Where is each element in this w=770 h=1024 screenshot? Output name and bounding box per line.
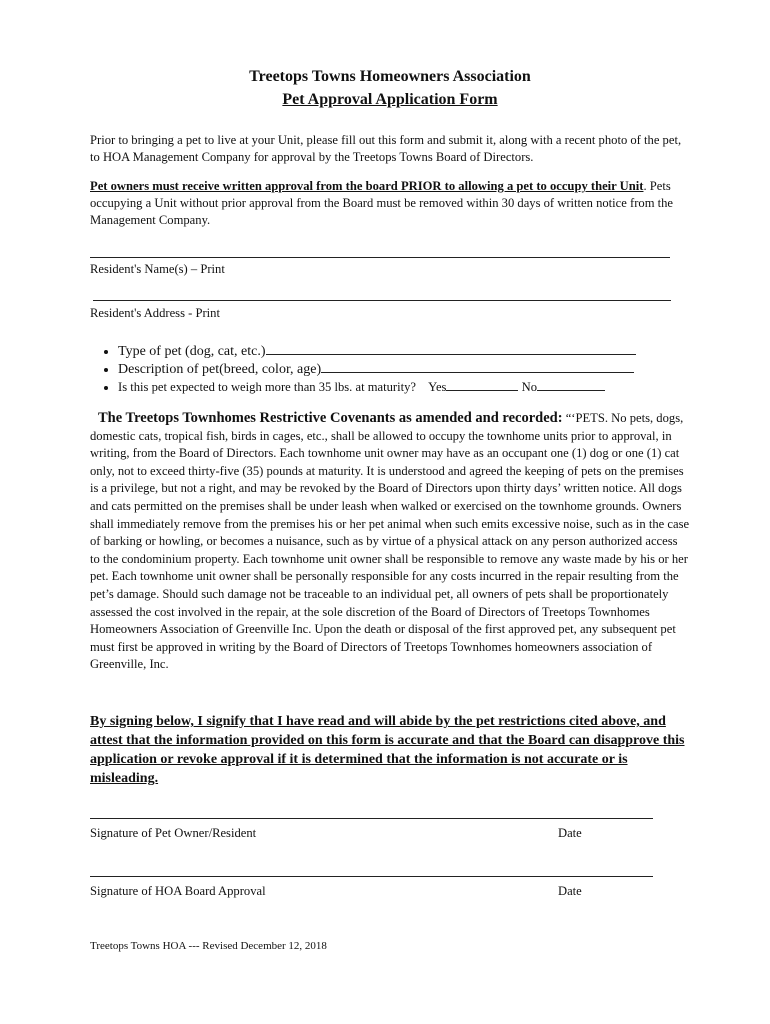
pet-type-line[interactable] (266, 342, 636, 355)
covenant-paragraph (90, 410, 690, 674)
pet-description-label: Description of pet(breed, color, age) (118, 362, 322, 377)
owner-date-label: Date (558, 826, 582, 840)
form-subtitle: Pet Approval Application Form (282, 91, 498, 108)
covenant-body: “‘PETS. No pets, dogs, domestic cats, tropical fish, birds in cages, etc., shall be allowed to occupy the townhome units prior to approval, in writing, from the Board of Directors. Each townhome unit owner may have as an occupant one (1) dog or one (1) cat only, not to exceed thirty-five (35) pounds at maturity. It is understood and agreed the keeping of pets on the premises is a privilege, but not a right, and may be revoked by the Board of Directors upon thirty days’ written notice. All dogs and cats permitted on the premises shall be under leash when walked or exercised on the townhome grounds. Owners shall immediately remove from the premises his or her pet animal when such emits excessive noise, such as in the case of barking or howling, or becomes a nuisance, such as by virtue of a physical attack on any person authorized access to the condominium property. Each townhome unit owner shall be responsible to remove any waste made by his or her pet. Each townhome unit owner shall be personally responsible for any costs incurred in the repair resulting from the pet’s damage. Should such damage not be traceable to an individual pet, all owners of pets shall be proportionately assessed the cost involved in the repair, at the sole discretion of the Board of Directors of Treetops Townhomes Homeowners Association of Greenville Inc. Upon the death or disposal of the first approved pet, any subsequent pet must first be approved in writing by the Board of Directors of Treetops Townhomes homeowners association of Greenville, Inc. (90, 411, 690, 672)
list-item (118, 378, 698, 396)
weight-yes-label: Yes (428, 380, 447, 394)
approval-warning (90, 178, 690, 229)
weight-no-line[interactable] (537, 378, 605, 391)
board-date-label: Date (558, 884, 582, 898)
weight-no-label: No (521, 380, 538, 394)
intro-paragraph: Prior to bringing a pet to live at your Unit, please fill out this form and submit it, along with a recent photo of the pet, to HOA Management Company for approval by the Treetops Towns Board of Directors. (90, 133, 682, 164)
footer-revision: Treetops Towns HOA --- Revised December 12, 2018 (90, 940, 327, 952)
board-signature-label: Signature of HOA Board Approval (90, 884, 266, 898)
owner-signature-line[interactable] (90, 818, 653, 819)
pet-weight-question: Is this pet expected to weigh more than 35 lbs. at maturity? (118, 380, 416, 394)
list-item (118, 342, 698, 360)
pet-type-label: Type of pet (dog, cat, etc.) (118, 344, 266, 359)
approval-warning-bold: Pet owners must receive written approval from the board PRIOR to allowing a pet to occupy their Unit (90, 179, 644, 193)
approval-warning-rest: . Pets occupying a Unit without prior approval from the Board must be removed within 30 days of written notice from the Management Company. (90, 179, 674, 227)
residents-name-label: Resident's Name(s) – Print (90, 262, 225, 276)
residents-name-line[interactable] (90, 257, 670, 258)
residents-address-line[interactable] (93, 300, 671, 301)
pet-description-line[interactable] (321, 360, 634, 373)
form-title: Treetops Towns Homeowners Association (249, 68, 531, 85)
residents-address-label: Resident's Address - Print (90, 306, 220, 320)
board-signature-line[interactable] (90, 876, 653, 877)
list-item (118, 360, 698, 378)
owner-signature-label: Signature of Pet Owner/Resident (90, 826, 257, 840)
attestation-statement: By signing below, I signify that I have read and will abide by the pet restrictions cited above, and attest that the information provided on this form is accurate and that the Board can disapprove this application or revoke approval if it is determined that the information is not accurate or is misleading. (90, 714, 685, 786)
covenant-heading: The Treetops Townhomes Restrictive Covenants as amended and recorded: (98, 410, 563, 426)
weight-yes-line[interactable] (446, 378, 518, 391)
pet-details-list (98, 342, 698, 396)
